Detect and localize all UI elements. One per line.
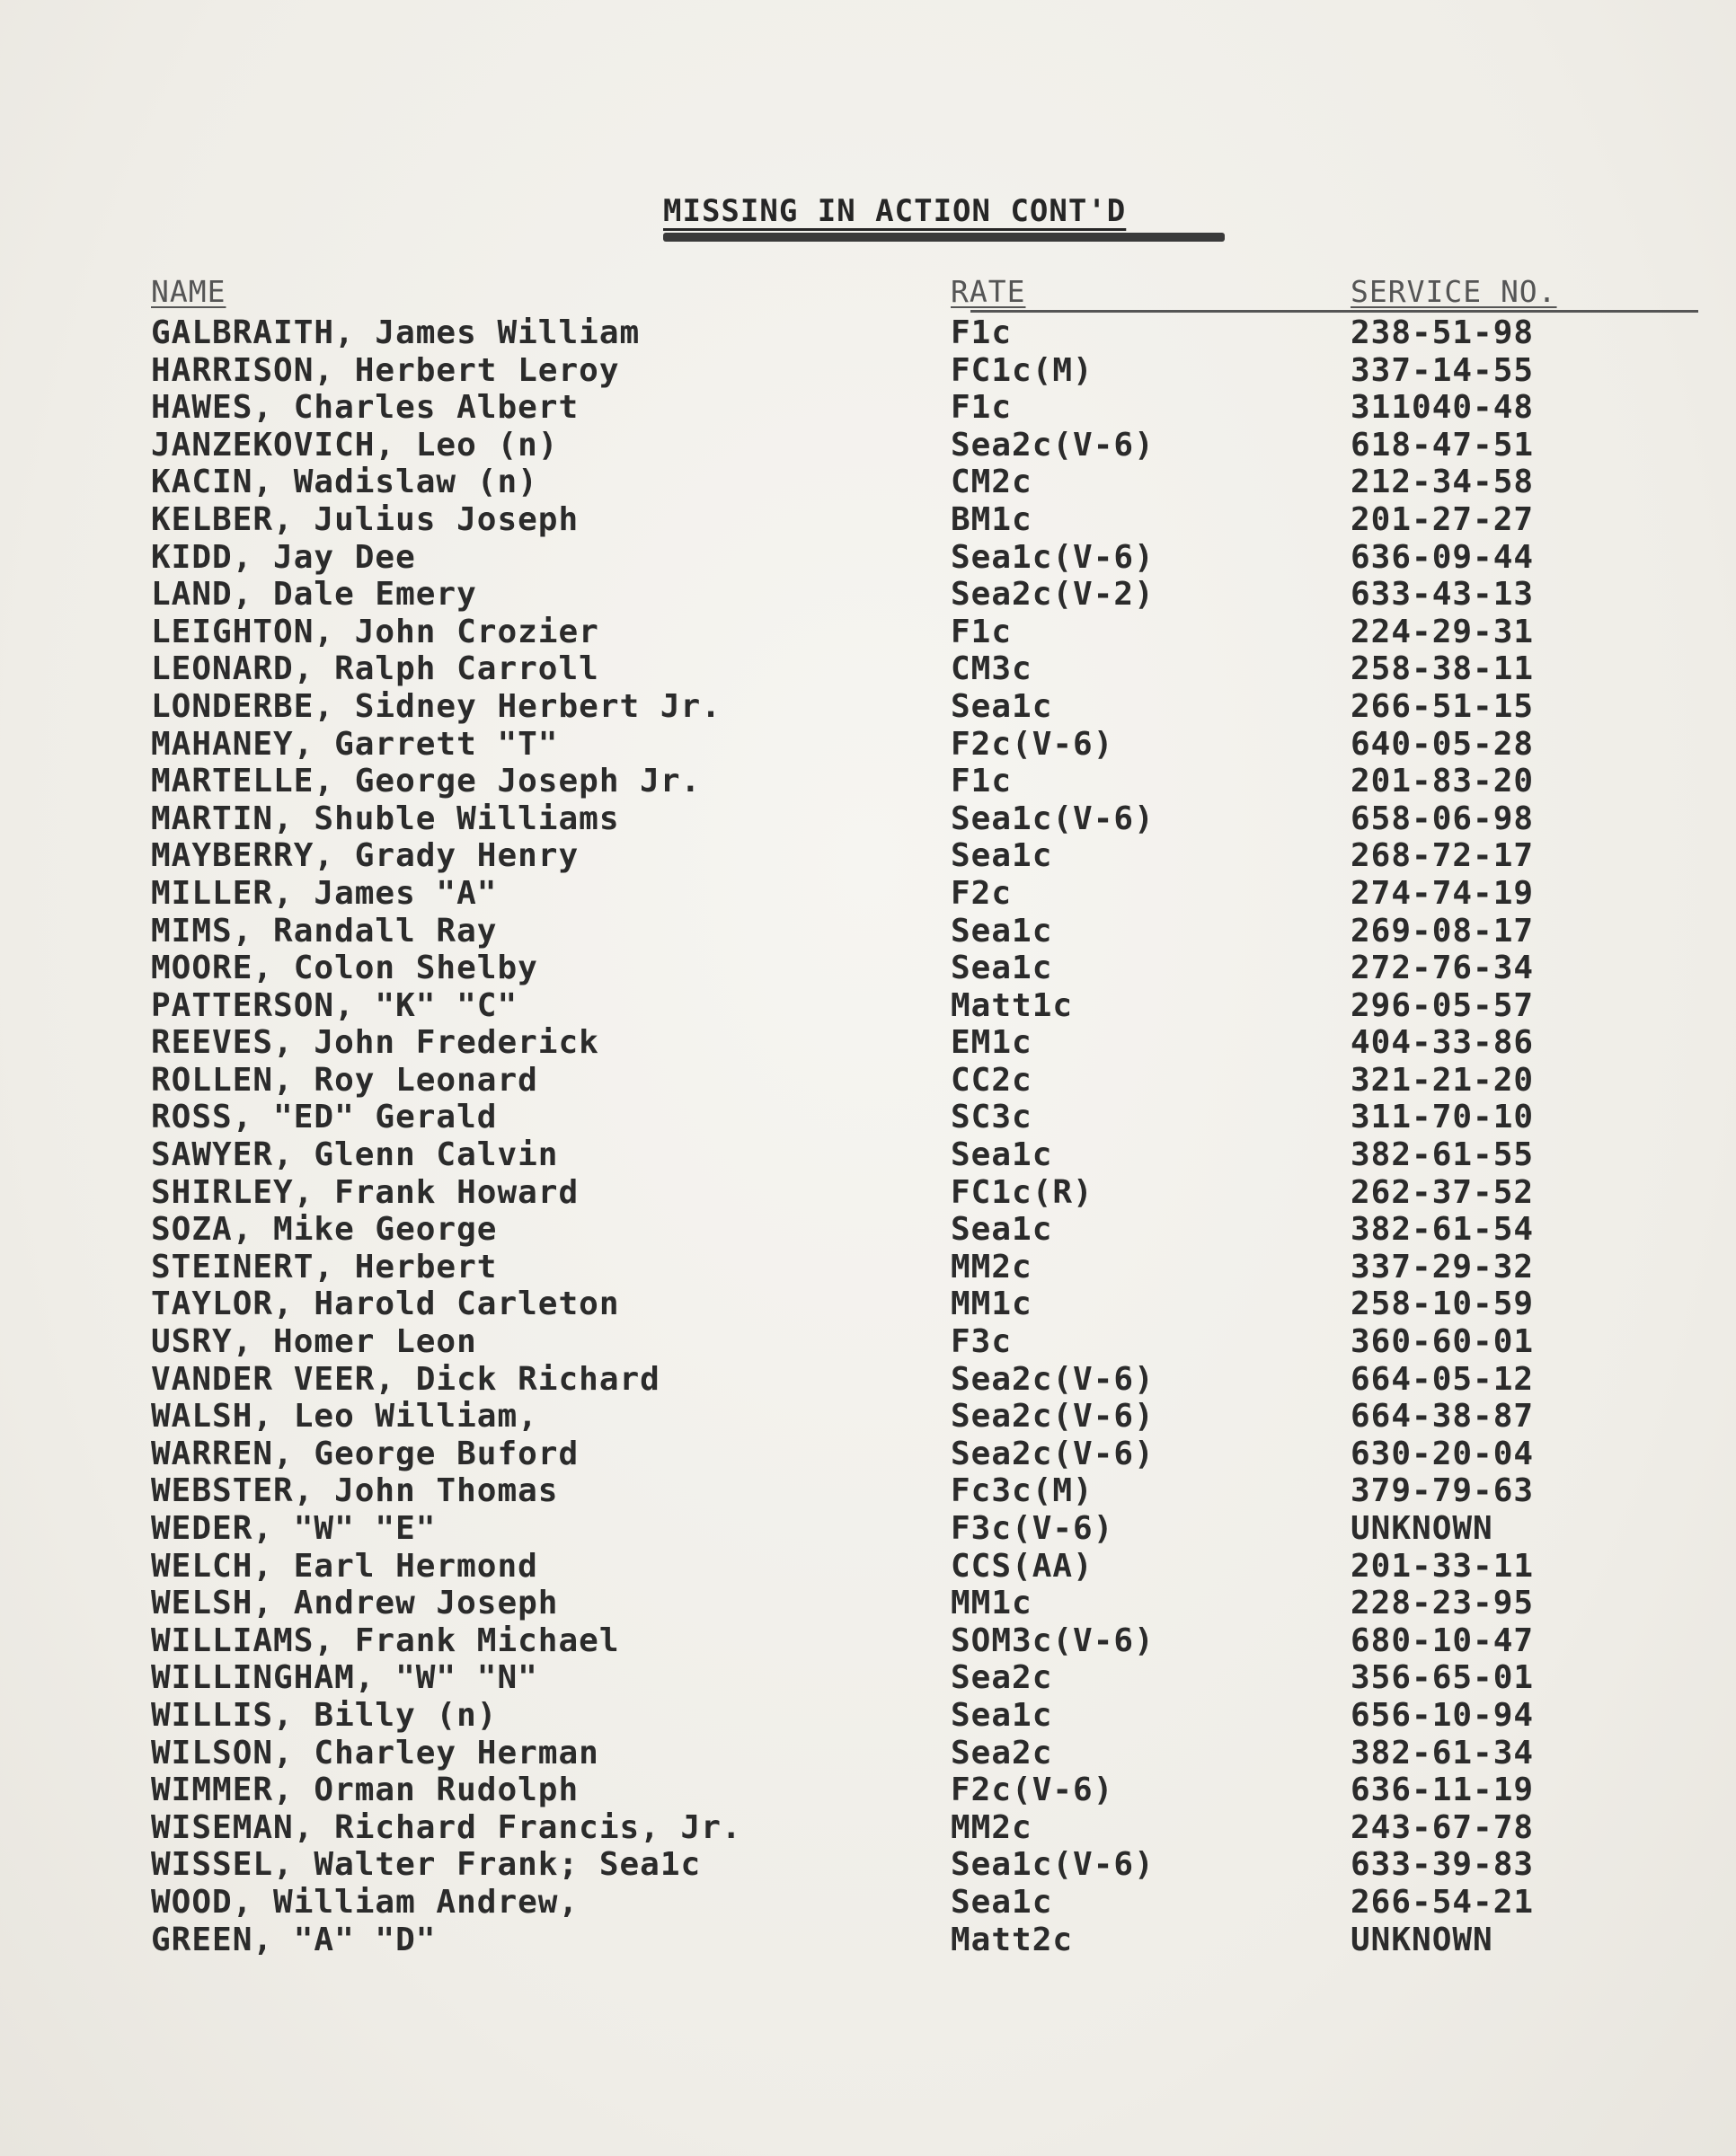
name-cell: MILLER, James "A" [151, 874, 498, 912]
service-no-cell: 201-33-11 [1351, 1547, 1535, 1585]
service-no-cell: UNKNOWN [1351, 1921, 1493, 1958]
service-no-cell: 311040-48 [1351, 389, 1535, 427]
name-cell: REEVES, John Frederick [151, 1024, 599, 1062]
rate-cell: Sea2c(V-2) [951, 576, 1155, 614]
name-cell: LEIGHTON, John Crozier [151, 613, 599, 650]
service-no-cell: 337-14-55 [1351, 351, 1535, 389]
service-no-cell: 243-67-78 [1351, 1808, 1535, 1846]
rate-cell: FC1c(R) [951, 1173, 1094, 1211]
rate-cell: Sea1c [951, 837, 1053, 875]
service-no-cell: 212-34-58 [1351, 464, 1535, 501]
rate-cell: Sea1c [951, 912, 1053, 950]
name-cell: MARTELLE, George Joseph Jr. [151, 763, 702, 800]
rate-cell: SOM3c(V-6) [951, 1621, 1155, 1659]
rate-cell: FC1c(M) [951, 351, 1094, 389]
name-cell: USRY, Homer Leon [151, 1323, 477, 1361]
column-header-name: NAME [151, 274, 226, 309]
rate-cell: CC2c [951, 1061, 1032, 1099]
service-no-cell: 636-11-19 [1351, 1772, 1535, 1809]
rate-cell: F2c [951, 874, 1013, 912]
service-no-cell: 311-70-10 [1351, 1099, 1535, 1136]
name-cell: MOORE, Colon Shelby [151, 950, 538, 987]
rate-cell: Matt1c [951, 986, 1074, 1024]
service-no-cell: 633-39-83 [1351, 1846, 1535, 1884]
name-cell: KELBER, Julius Joseph [151, 500, 580, 538]
rate-cell: SC3c [951, 1099, 1032, 1136]
service-no-cell: 356-65-01 [1351, 1659, 1535, 1697]
name-cell: WELCH, Earl Hermond [151, 1547, 538, 1585]
name-cell: WIMMER, Orman Rudolph [151, 1772, 580, 1809]
rate-cell: CM3c [951, 650, 1032, 688]
rate-cell: CCS(AA) [951, 1547, 1094, 1585]
rate-cell: F2c(V-6) [951, 725, 1114, 763]
header-rule [970, 310, 1698, 313]
name-cell: SAWYER, Glenn Calvin [151, 1136, 559, 1174]
title-underline-bar [663, 233, 1225, 242]
column-header-service-no: SERVICE NO. [1351, 274, 1557, 309]
rate-cell: MM1c [951, 1585, 1032, 1622]
rate-cell: F2c(V-6) [951, 1772, 1114, 1809]
name-cell: LONDERBE, Sidney Herbert Jr. [151, 687, 722, 725]
name-cell: MAYBERRY, Grady Henry [151, 837, 580, 875]
name-cell: WALSH, Leo William, [151, 1398, 538, 1436]
service-no-cell: 266-51-15 [1351, 687, 1535, 725]
name-cell: WOOD, William Andrew, [151, 1883, 580, 1921]
rate-cell: Sea1c [951, 950, 1053, 987]
service-no-cell: 201-27-27 [1351, 500, 1535, 538]
name-cell: VANDER VEER, Dick Richard [151, 1360, 660, 1398]
service-no-cell: 382-61-55 [1351, 1136, 1535, 1174]
service-no-cell: 658-06-98 [1351, 800, 1535, 837]
service-no-cell: 337-29-32 [1351, 1248, 1535, 1286]
service-no-cell: 228-23-95 [1351, 1585, 1535, 1622]
rate-cell: BM1c [951, 500, 1032, 538]
rate-cell: Sea2c(V-6) [951, 1398, 1155, 1436]
name-cell: MIMS, Randall Ray [151, 912, 498, 950]
title-block [663, 193, 1238, 242]
name-cell: HAWES, Charles Albert [151, 389, 580, 427]
service-no-cell: UNKNOWN [1351, 1510, 1493, 1547]
rate-cell: EM1c [951, 1024, 1032, 1062]
column-header-rate: RATE [951, 274, 1026, 309]
name-cell: WILLIAMS, Frank Michael [151, 1621, 620, 1659]
name-cell: WILSON, Charley Herman [151, 1734, 599, 1772]
service-no-cell: 321-21-20 [1351, 1061, 1535, 1099]
service-no-cell: 656-10-94 [1351, 1696, 1535, 1734]
rate-cell: MM2c [951, 1248, 1032, 1286]
name-cell: GALBRAITH, James William [151, 314, 641, 351]
service-no-cell: 268-72-17 [1351, 837, 1535, 875]
rate-cell: Sea1c [951, 1883, 1053, 1921]
name-cell: KACIN, Wadislaw (n) [151, 464, 538, 501]
service-no-cell: 680-10-47 [1351, 1621, 1535, 1659]
page-title: MISSING IN ACTION CONT'D [663, 193, 1127, 229]
name-cell: STEINERT, Herbert [151, 1248, 498, 1286]
rate-cell: F3c [951, 1323, 1013, 1361]
service-no-cell: 379-79-63 [1351, 1472, 1535, 1510]
rate-cell: F1c [951, 314, 1013, 351]
service-no-cell: 272-76-34 [1351, 950, 1535, 987]
name-cell: GREEN, "A" "D" [151, 1921, 437, 1958]
rate-cell: Sea2c(V-6) [951, 426, 1155, 464]
service-no-cell: 404-33-86 [1351, 1024, 1535, 1062]
service-no-cell: 258-10-59 [1351, 1286, 1535, 1323]
name-cell: WEDER, "W" "E" [151, 1510, 437, 1547]
service-no-cell: 382-61-34 [1351, 1734, 1535, 1772]
service-no-cell: 266-54-21 [1351, 1883, 1535, 1921]
name-cell: WILLINGHAM, "W" "N" [151, 1659, 538, 1697]
rate-cell: Sea2c [951, 1734, 1053, 1772]
service-no-cell: 382-61-54 [1351, 1211, 1535, 1249]
service-no-cell: 636-09-44 [1351, 538, 1535, 576]
rate-cell: Sea1c [951, 1136, 1053, 1174]
name-cell: LAND, Dale Emery [151, 576, 477, 614]
rate-cell: Sea2c(V-6) [951, 1435, 1155, 1472]
name-cell: WILLIS, Billy (n) [151, 1696, 498, 1734]
rate-cell: Sea1c [951, 687, 1053, 725]
name-cell: MAHANEY, Garrett "T" [151, 725, 559, 763]
name-cell: MARTIN, Shuble Williams [151, 800, 620, 837]
rate-cell: CM2c [951, 464, 1032, 501]
rate-cell: Sea1c [951, 1211, 1053, 1249]
service-no-cell: 262-37-52 [1351, 1173, 1535, 1211]
name-cell: JANZEKOVICH, Leo (n) [151, 426, 559, 464]
name-cell: WARREN, George Buford [151, 1435, 580, 1472]
service-no-cell: 640-05-28 [1351, 725, 1535, 763]
rate-cell: Matt2c [951, 1921, 1074, 1958]
name-cell: KIDD, Jay Dee [151, 538, 416, 576]
service-no-cell: 201-83-20 [1351, 763, 1535, 800]
rate-cell: F1c [951, 613, 1013, 650]
rate-cell: Sea2c(V-6) [951, 1360, 1155, 1398]
rate-cell: F1c [951, 763, 1013, 800]
service-no-cell: 633-43-13 [1351, 576, 1535, 614]
service-no-cell: 296-05-57 [1351, 986, 1535, 1024]
service-no-cell: 664-05-12 [1351, 1360, 1535, 1398]
service-no-cell: 664-38-87 [1351, 1398, 1535, 1436]
rate-cell: Sea1c(V-6) [951, 1846, 1155, 1884]
rate-cell: F1c [951, 389, 1013, 427]
name-cell: HARRISON, Herbert Leroy [151, 351, 620, 389]
rate-cell: MM2c [951, 1808, 1032, 1846]
rate-cell: F3c(V-6) [951, 1510, 1114, 1547]
name-cell: SHIRLEY, Frank Howard [151, 1173, 580, 1211]
service-no-cell: 360-60-01 [1351, 1323, 1535, 1361]
service-no-cell: 238-51-98 [1351, 314, 1535, 351]
service-no-cell: 258-38-11 [1351, 650, 1535, 688]
name-cell: TAYLOR, Harold Carleton [151, 1286, 620, 1323]
rate-cell: Sea1c(V-6) [951, 800, 1155, 837]
name-cell: PATTERSON, "K" "C" [151, 986, 518, 1024]
rate-cell: Sea1c [951, 1696, 1053, 1734]
rate-cell: MM1c [951, 1286, 1032, 1323]
name-cell: LEONARD, Ralph Carroll [151, 650, 599, 688]
name-cell: WISSEL, Walter Frank; Sea1c [151, 1846, 702, 1884]
rate-cell: Sea2c [951, 1659, 1053, 1697]
service-no-cell: 274-74-19 [1351, 874, 1535, 912]
name-cell: WISEMAN, Richard Francis, Jr. [151, 1808, 742, 1846]
name-cell: WEBSTER, John Thomas [151, 1472, 559, 1510]
name-cell: ROSS, "ED" Gerald [151, 1099, 498, 1136]
service-no-cell: 224-29-31 [1351, 613, 1535, 650]
service-no-cell: 269-08-17 [1351, 912, 1535, 950]
name-cell: WELSH, Andrew Joseph [151, 1585, 559, 1622]
rate-cell: Fc3c(M) [951, 1472, 1094, 1510]
service-no-cell: 630-20-04 [1351, 1435, 1535, 1472]
service-no-cell: 618-47-51 [1351, 426, 1535, 464]
rate-cell: Sea1c(V-6) [951, 538, 1155, 576]
name-cell: SOZA, Mike George [151, 1211, 498, 1249]
name-cell: ROLLEN, Roy Leonard [151, 1061, 538, 1099]
